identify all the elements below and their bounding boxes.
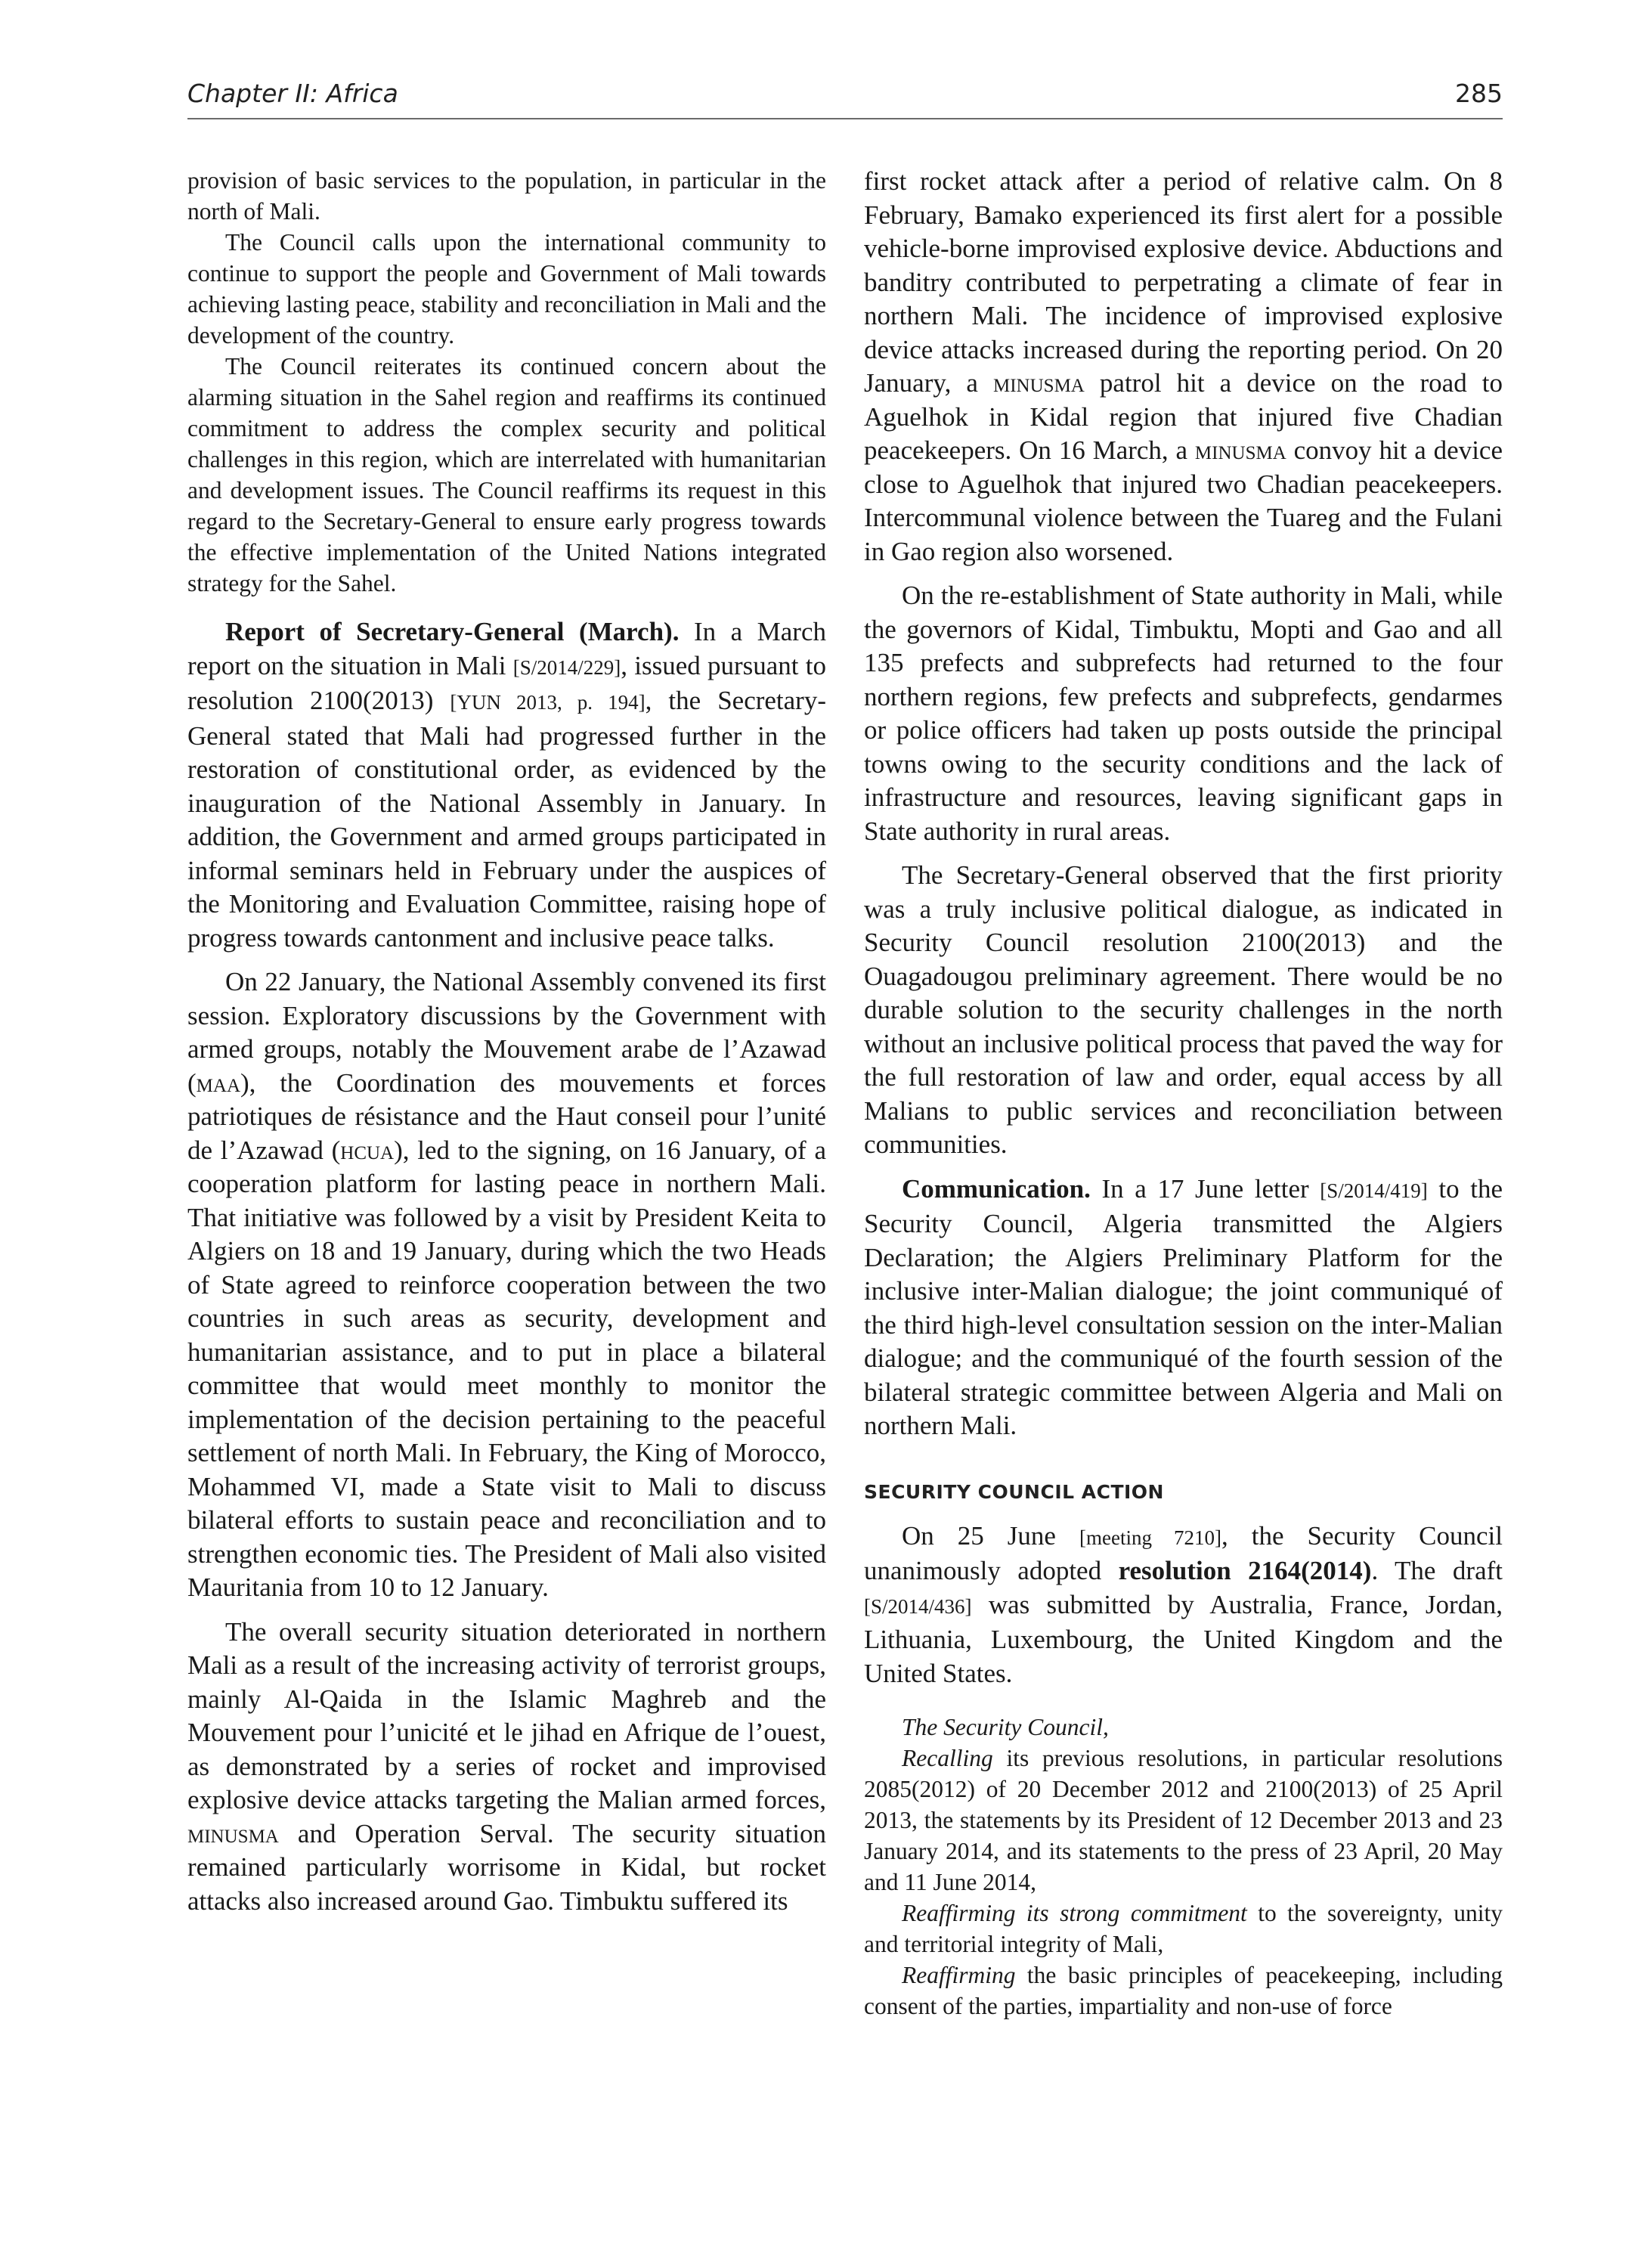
preamble-text: its previous resolutions, in particular resolutions 2085(2012) of 20 December 2012 and 2100(2013) of 25 April 2013, the statements by its President of 12 December 2013 and 23 January 2014, and its statements to the press of 23 April, 20 May and 11 June 2014, xyxy=(864,1745,1503,1895)
right-column xyxy=(864,165,1503,2022)
abbreviation: minusma xyxy=(1194,435,1286,465)
resolution-preamble xyxy=(864,1743,1503,1898)
report-text: In a March report on the situation in Mali xyxy=(187,617,826,680)
paragraph-lead: Report of Secretary-General (March). xyxy=(225,617,680,646)
council-statement-paragraph: The Council calls upon the international community to continue to support the people and Government of Mali towards achieving lasting peace, stability and reconciliation in Mali and the development of the country. xyxy=(187,229,826,349)
document-reference: [S/2014/436] xyxy=(864,1594,972,1618)
paragraph-lead: Communication. xyxy=(902,1173,1091,1204)
left-column xyxy=(187,165,826,1918)
council-statement-paragraph: The Council reiterates its continued concern about the alarming situation in the Sahel region and reaffirms its continued commitment to address the complex security and political challenges in this region, which are interrelated with humanitarian and development issues. The Council reaffirms its request in this regard to the Secretary-General to ensure early progress towards the effective implementation of the United Nations integrated strategy for the Sahel. xyxy=(187,353,826,596)
resolution-preamble xyxy=(864,1898,1503,1960)
paragraph-text: first rocket attack after a period of relative calm. On 8 February, Bamako experienced its first alert for a possible vehicle-borne improvised explosive device. Abductions and banditry contributed to perpetrating a climate of fear in northern Mali. The incidence of improvised explosive device attacks increased during the reporting period. On 20 January, a xyxy=(864,166,1503,398)
resolution-heading-text: The Security Council, xyxy=(902,1714,1109,1740)
preamble-text: to the sovereignty, unity and territorial integrity of Mali, xyxy=(864,1900,1503,1957)
paragraph-text: On 22 January, the National Assembly convened its first session. Exploratory discussions by the Government with armed groups, notably the Mouvement arabe de l’Azawad ( xyxy=(187,967,826,1098)
observation-paragraph: The Secretary-General observed that the first priority was a truly inclusive political dialogue, as indicated in Security Council resolution 2100(2013) and the Ouagadougou preliminary agreement. There would be no durable solution to the security challenges in the north without an inclusive political process that paved the way for the full restoration of law and order, equal access by all Malians to public services and reconciliation between communities. xyxy=(864,860,1503,1159)
report-paragraph xyxy=(187,615,826,955)
abbreviation: minusma xyxy=(187,1818,279,1848)
meeting-reference: [meeting 7210] xyxy=(1079,1526,1221,1549)
document-reference: [S/2014/229] xyxy=(512,655,621,679)
paragraph-text: was submitted by Australia, France, Jordan, Lithuania, Luxembourg, the United Kingdom and the United States. xyxy=(864,1589,1503,1688)
preamble-keyword: Recalling xyxy=(902,1745,993,1771)
resolution-number: resolution 2164(2014) xyxy=(1118,1556,1372,1585)
paragraph-text: ), the Coordination des mouvements et forces patriotiques de résistance and the Haut conseil pour l’unité de l’Azawad ( xyxy=(187,1067,826,1165)
section-heading: SECURITY COUNCIL ACTION xyxy=(864,1480,1164,1503)
abbreviation: minusma xyxy=(993,368,1085,398)
state-authority-paragraph: On the re-establishment of State authority in Mali, while the governors of Kidal, Timbuktu, Mopti and Gao and all 135 prefects and subprefects had returned to the four northern regions, few prefects and subprefects, gendarmes or police officers had taken up posts outside the principal towns owing to the security conditions and the lack of infrastructure and resources, leaving significant gaps in State authority in rural areas. xyxy=(864,581,1503,846)
preamble-text: the basic principles of peacekeeping, including consent of the parties, impartiality and non-use of force xyxy=(864,1962,1503,2019)
preamble-keyword: Reaffirming xyxy=(902,1962,1016,1988)
resolution-preamble xyxy=(864,1960,1503,2022)
running-head: Chapter II: Africa xyxy=(187,79,398,108)
page-header xyxy=(187,76,1503,119)
preamble-keyword: Reaffirming its strong commitment xyxy=(902,1900,1247,1926)
council-statement-continuation: provision of basic services to the population, in particular in the north of Mali. xyxy=(187,167,826,225)
paragraph-text: ), led to the signing, on 16 January, of a cooperation platform for lasting peace in northern Mali. That initiative was followed by a visit by President Keita to Algiers on 18 and 19 January, during which the two Heads of State agreed to reinforce cooperation between the two countries in such areas as security, development and humanitarian assistance, and to put in place a bilateral committee that would meet monthly to monitor the implementation of the decision pertaining to the peaceful settlement of north Mali. In February, the King of Morocco, Mohammed VI, made a State visit to Mali to discuss bilateral efforts to sustain peace and reconciliation and to strengthen economic ties. The President of Mali also visited Mauritania from 10 to 12 January. xyxy=(187,1135,826,1602)
security-paragraph xyxy=(187,1616,826,1919)
paragraph-text: The overall security situation deteriorated in northern Mali as a result of the increasing activity of terrorist groups, mainly Al-Qaida in the Islamic Maghreb and the Mouvement pour l’unicité et le jihad en Afrique de l’ouest, as demonstrated by a series of rocket and improvised explosive device attacks targeting the Malian armed forces, xyxy=(187,1616,826,1814)
report-text: , issued pursuant to resolution 2100(2013) xyxy=(187,650,826,715)
paragraph-text: to the Security Council, Algeria transmitted the Algiers Declaration; the Algiers Preliminary Platform for the inclusive inter-Malian dialogue; the joint communiqué of the third high-level consultation session on the inter-Malian dialogue; and the communiqué of the fourth session of the bilateral strategic committee between Algeria and Mali on northern Mali. xyxy=(864,1173,1503,1440)
security-paragraph-continuation xyxy=(864,165,1503,569)
paragraph-text: On 25 June xyxy=(902,1520,1079,1551)
abbreviation: maa xyxy=(196,1067,240,1098)
paragraph-text: . The draft xyxy=(1371,1556,1503,1585)
paragraph-text: and Operation Serval. The security situation remained particularly worrisome in Kidal, but rocket attacks also increased around Gao. Timbuktu suffered its xyxy=(187,1818,826,1916)
paragraph-text: In a 17 June letter xyxy=(1090,1173,1320,1204)
report-text: , the Secretary-General stated that Mali had progressed further in the restoration of constitutional order, as evidenced by the inauguration of the National Assembly in January. In addition, the Government and armed groups participated in informal seminars held in February under the auspices of the Monitoring and Evaluation Committee, raising hope of progress towards cantonment and inclusive peace talks. xyxy=(187,686,826,953)
paragraph-text: , the Security Council unanimously adopted xyxy=(864,1520,1503,1585)
communication-paragraph xyxy=(864,1173,1503,1443)
paragraph-text: patrol hit a device on the road to Aguelhok in Kidal region that injured five Chadian peacekeepers. On 16 March, a xyxy=(864,368,1503,465)
paragraph-text: convoy hit a device close to Aguelhok that injured two Chadian peacekeepers. Intercommunal violence between the Tuareg and the Fulani in Gao region also worsened. xyxy=(864,435,1503,566)
resolution-heading xyxy=(864,1712,1503,1743)
yearbook-reference: [YUN 2013, p. 194] xyxy=(450,691,646,714)
action-paragraph xyxy=(864,1520,1503,1691)
abbreviation: hcua xyxy=(340,1135,395,1165)
document-reference: [S/2014/419] xyxy=(1320,1179,1428,1202)
page-number: 285 xyxy=(1455,79,1503,108)
january-paragraph xyxy=(187,965,826,1605)
